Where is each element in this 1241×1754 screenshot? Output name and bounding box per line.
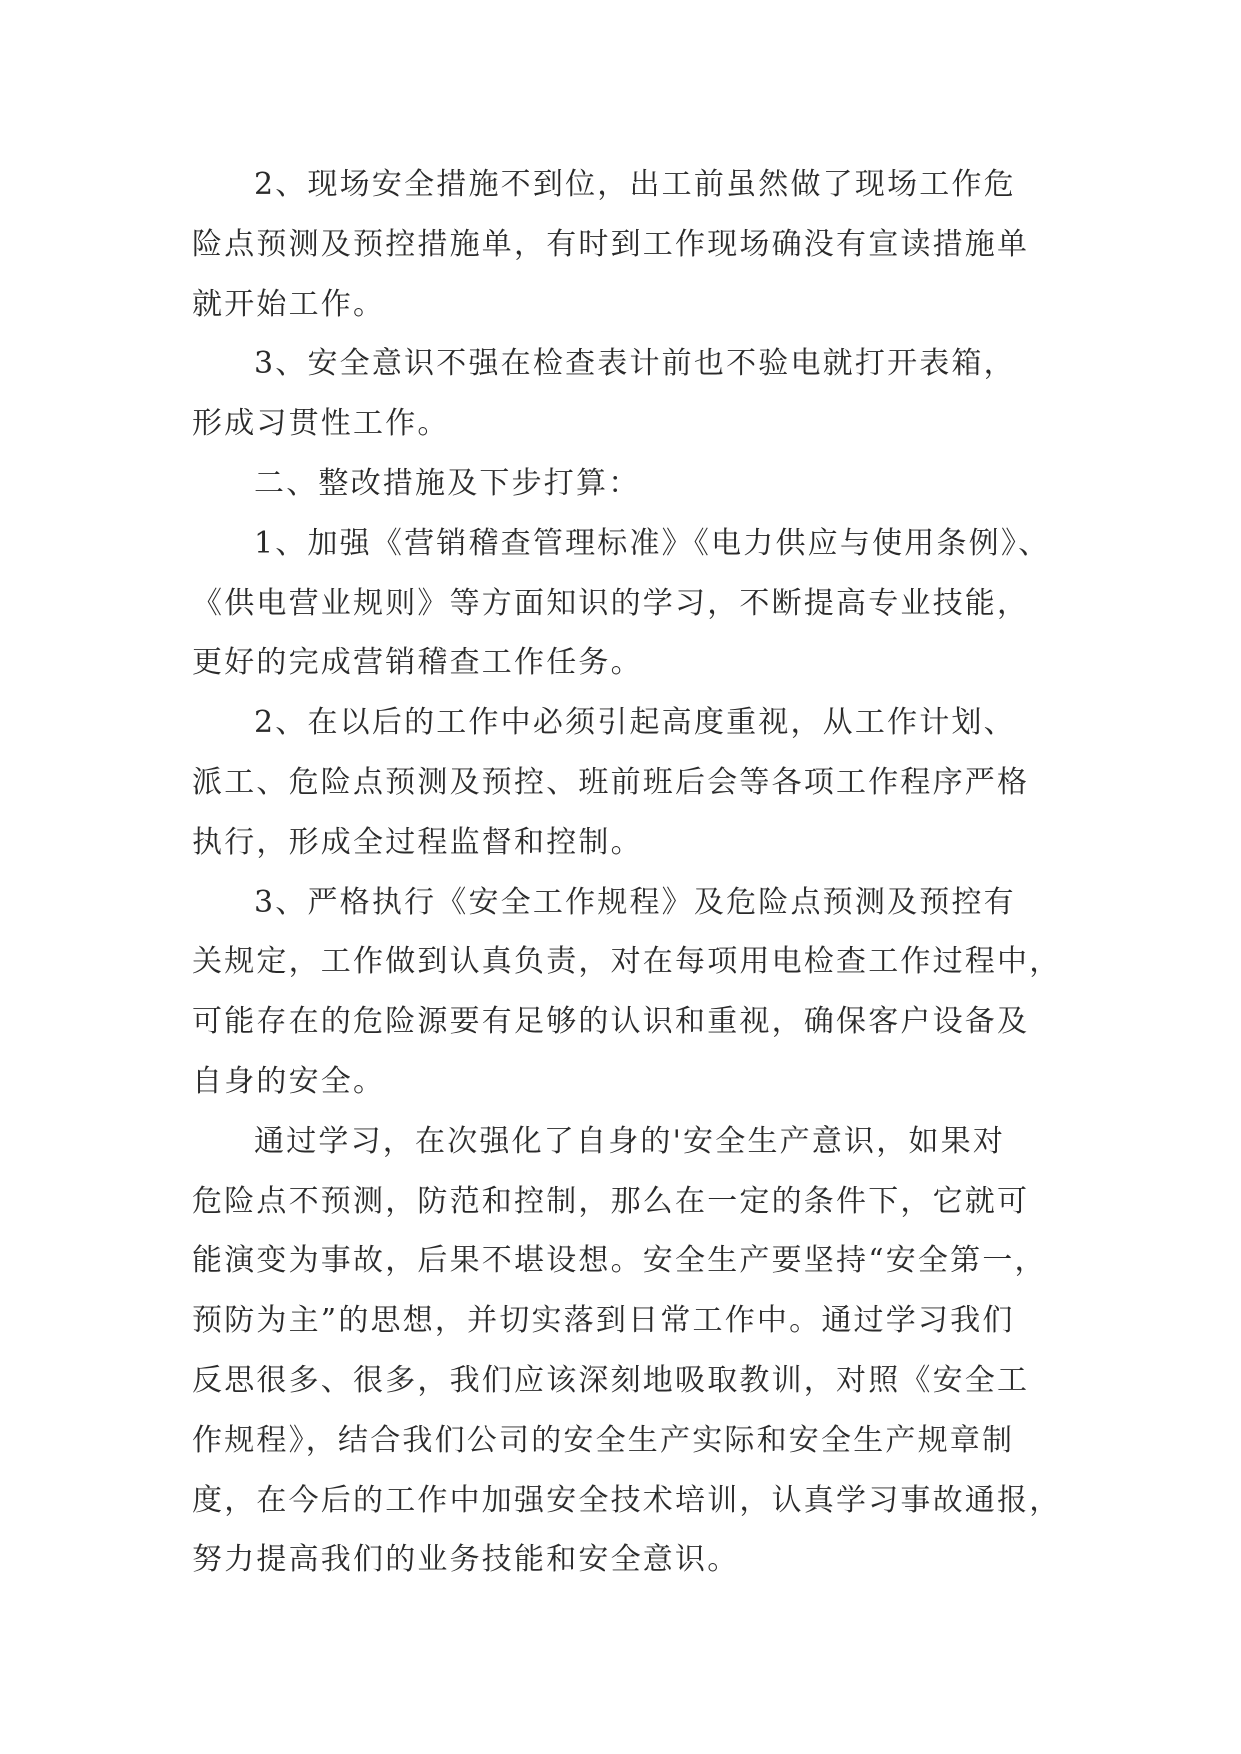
text-line: 《供电营业规则》等方面知识的学习，不断提高专业技能，	[192, 585, 1030, 621]
text-line: 自身的安全。	[192, 1063, 386, 1099]
text-line: 更好的完成营销稽查工作任务。	[192, 645, 643, 681]
text-line: 可能存在的危险源要有足够的认识和重视，确保客户设备及	[192, 1004, 1030, 1040]
text-line: 形成习贯性工作。	[192, 406, 450, 442]
text-line: 能演变为事故，后果不堪设想。安全生产要坚持“安全第一，	[192, 1243, 1047, 1279]
text-line: 执行，形成全过程监督和控制。	[192, 824, 643, 860]
text-line: 派工、危险点预测及预控、班前班后会等各项工作程序严格	[192, 764, 1030, 800]
text-line: 关规定，工作做到认真负责，对在每项用电检查工作过程中，	[192, 944, 1062, 980]
section-heading: 二、整改措施及下步打算：	[254, 465, 641, 501]
text-line: 反思很多、很多，我们应该深刻地吸取教训，对照《安全工	[192, 1362, 1030, 1398]
text-line: 危险点不预测，防范和控制，那么在一定的条件下，它就可	[192, 1183, 1030, 1219]
text-line: 度，在今后的工作中加强安全技术培训，认真学习事故通报，	[192, 1482, 1062, 1518]
text-line: 预防为主”的思想，并切实落到日常工作中。通过学习我们	[192, 1303, 1015, 1339]
text-line: 险点预测及预控措施单，有时到工作现场确没有宣读措施单	[192, 226, 1030, 262]
text-line: 3、严格执行《安全工作规程》及危险点预测及预控有	[254, 884, 1016, 920]
text-line: 努力提高我们的业务技能和安全意识。	[192, 1542, 740, 1578]
text-line: 3、安全意识不强在检查表计前也不验电就打开表箱，	[254, 346, 1016, 382]
text-line: 就开始工作。	[192, 286, 386, 322]
text-line: 1、加强《营销稽查管理标准》《电力供应与使用条例》、	[254, 525, 1051, 561]
text-line: 2、现场安全措施不到位，出工前虽然做了现场工作危	[254, 167, 1016, 202]
text-line: 2、在以后的工作中必须引起高度重视，从工作计划、	[254, 705, 1016, 741]
text-line: 作规程》，结合我们公司的安全生产实际和安全生产规章制	[192, 1422, 1015, 1458]
document-body	[192, 155, 1092, 1590]
text-line: 通过学习，在次强化了自身的'安全生产意识，如果对	[254, 1123, 1006, 1159]
